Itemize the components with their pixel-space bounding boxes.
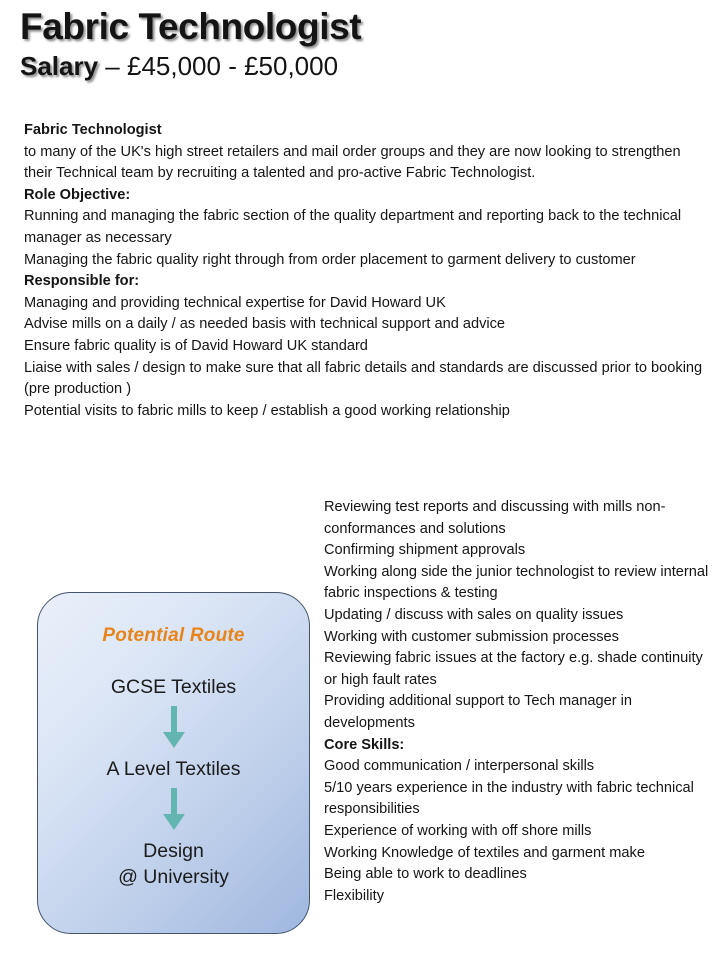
job-desc-paragraph-4: Managing the fabric quality right through from order placement to garment delivery to customer bbox=[24, 251, 636, 268]
responsibilities-column bbox=[324, 497, 710, 907]
job-desc-paragraph-1: to many of the UK's high street retailers and mail order groups and they are now looking to strengthen their Technical team by recruiting a talented and pro-active Fabric Technologist. bbox=[24, 143, 681, 182]
job-description-column bbox=[24, 120, 708, 422]
job-desc-paragraph-6: Managing and providing technical expertise for David Howard UK bbox=[24, 294, 446, 311]
responsibility-paragraph-13: Flexibility bbox=[324, 887, 385, 904]
page-header bbox=[20, 6, 710, 82]
responsibility-paragraph-5: Reviewing fabric issues at the factory e.g. shade continuity or high fault rates bbox=[324, 650, 703, 688]
job-desc-paragraph-10: Potential visits to fabric mills to keep / establish a good working relationship bbox=[24, 402, 510, 419]
route-step-design-line1: Design bbox=[143, 840, 204, 862]
page-title: Fabric Technologist bbox=[20, 6, 362, 47]
responsibility-paragraph-11: Working Knowledge of textiles and garment make bbox=[324, 844, 645, 861]
responsibility-paragraph-2: Working along side the junior technologist to review internal fabric inspections & testing bbox=[324, 563, 709, 602]
responsibility-paragraph-6: Providing additional support to Tech manager in developments bbox=[324, 693, 633, 731]
route-step-gcse: GCSE Textiles bbox=[110, 676, 237, 698]
job-desc-paragraph-2: Role Objective: bbox=[24, 186, 131, 203]
potential-route-diagram bbox=[37, 592, 310, 934]
down-arrow-icon-2 bbox=[159, 788, 189, 832]
responsibility-paragraph-8: Good communication / interpersonal skills bbox=[324, 758, 595, 775]
job-desc-paragraph-0: Fabric Technologist bbox=[24, 122, 162, 138]
route-diagram-title: Potential Route bbox=[102, 625, 245, 646]
route-step-a-level: A Level Textiles bbox=[106, 758, 241, 780]
job-desc-paragraph-7: Advise mills on a daily / as needed basis with technical support and advice bbox=[24, 316, 506, 333]
responsibility-paragraph-10: Experience of working with off shore mills bbox=[324, 822, 592, 839]
route-step-design-line2: @ University bbox=[118, 866, 229, 888]
job-desc-paragraph-3: Running and managing the fabric section of the quality department and reporting back to the technical manager as necessary bbox=[24, 208, 682, 246]
route-step-design-university bbox=[118, 838, 229, 890]
responsibility-paragraph-3: Updating / discuss with sales on quality issues bbox=[324, 606, 624, 623]
responsibility-paragraph-7: Core Skills: bbox=[324, 736, 405, 753]
salary-value: – £45,000 - £50,000 bbox=[98, 50, 339, 81]
salary-label: Salary bbox=[20, 50, 99, 81]
responsibility-paragraph-0: Reviewing test reports and discussing with mills non- conformances and solutions bbox=[324, 499, 666, 537]
responsibility-paragraph-4: Working with customer submission processes bbox=[324, 628, 619, 645]
salary-line bbox=[20, 50, 710, 83]
down-arrow-icon bbox=[159, 706, 189, 750]
responsibility-paragraph-1: Confirming shipment approvals bbox=[324, 542, 526, 559]
job-desc-paragraph-5: Responsible for: bbox=[24, 273, 140, 290]
responsibility-paragraph-12: Being able to work to deadlines bbox=[324, 866, 527, 883]
job-desc-paragraph-8: Ensure fabric quality is of David Howard UK standard bbox=[24, 337, 368, 354]
job-desc-paragraph-9: Liaise with sales / design to make sure that all fabric details and standards are discussed prior to booking (pre production ) bbox=[24, 359, 703, 398]
responsibility-paragraph-9: 5/10 years experience in the industry with fabric technical responsibilities bbox=[324, 779, 694, 818]
